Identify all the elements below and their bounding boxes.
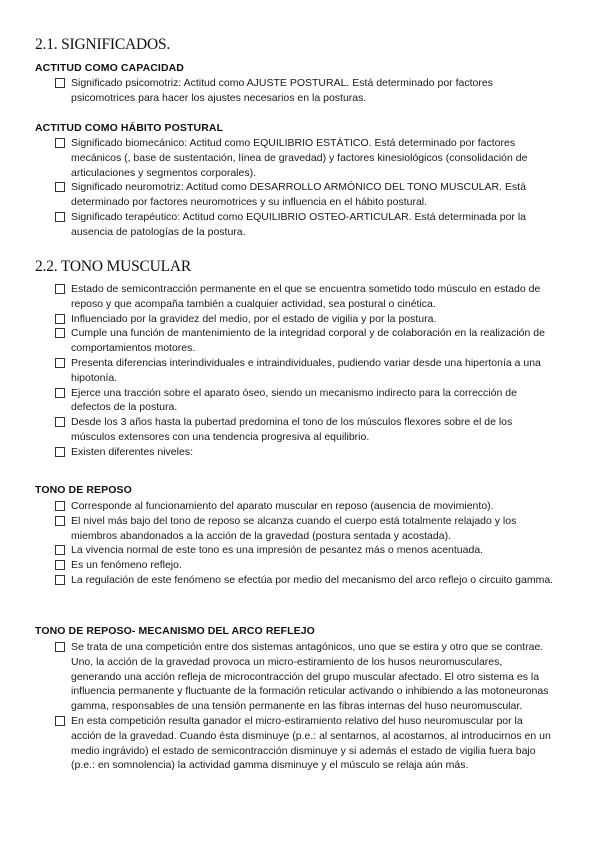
- checkbox-icon: [55, 388, 65, 398]
- list-item: Desde los 3 años hasta la pubertad predomina el tono de los músculos flexores sobre el de los músculos extensores con una tendencia progresiva al equilibrio.: [55, 415, 555, 445]
- checkbox-icon: [55, 575, 65, 585]
- list-item: Influenciado por la gravidez del medio, por el estado de vigilia y por la postura.: [55, 312, 555, 327]
- checkbox-icon: [55, 545, 65, 555]
- list-actitud-habito: [55, 136, 555, 240]
- subheading-arco-reflejo: TONO DE REPOSO- MECANISMO DEL ARCO REFLEJO: [35, 625, 315, 637]
- list-item: Es un fenómeno reflejo.: [55, 558, 555, 573]
- list-item: Presenta diferencias interindividuales e intraindividuales, pudiendo variar desde una hipertonía a una hipotonía.: [55, 356, 555, 386]
- list-item: La vivencia normal de este tono es una impresión de pesantez más o menos acentuada.: [55, 543, 555, 558]
- list-item: Corresponde al funcionamiento del aparato muscular en reposo (ausencia de movimiento).: [55, 499, 555, 514]
- checkbox-icon: [55, 417, 65, 427]
- checkbox-icon: [55, 78, 65, 88]
- list-item: Se trata de una competición entre dos sistemas antagónicos, uno que se estira y otro que se contrae. Uno, la acción de la gravedad provoca un micro-estiramiento de los husos neuromusculares, generando una acción refleja de microcontracción del grupo muscular afectado. El otro sistema es la influencia permanente y fluctuante de la formación reticular activando o inhibiendo a las motoneuronas gamma, responsables de una tensión permanente en las fibras internas del huso neuromuscular.: [55, 640, 555, 714]
- list-item: Significado psicomotriz: Actitud como AJUSTE POSTURAL. Está determinado por factores psicomotrices para hacer los ajustes necesarios en la posturas.: [55, 76, 555, 106]
- list-item: En esta competición resulta ganador el micro-estiramiento relativo del huso neuromuscular por la acción de la gravedad. Cuando ésta disminuye (p.e.: al sentarnos, al acostarnos, al introducirnos en un medio ingrávido) el estado de semicontracción disminuye y si además el estado de vigilia fuera bajo (p.e.: en somnolencia) la actividad gamma disminuye y el músculo se relaja aún más.: [55, 714, 555, 773]
- checkbox-icon: [55, 716, 65, 726]
- checkbox-icon: [55, 212, 65, 222]
- list-item: Significado biomecánico: Actitud como EQUILIBRIO ESTÁTICO. Está determinado por factores mecánicos (, base de sustentación, línea de gravedad) y factores kinesiológicos (consolidación de articulaciones y segmentos corporales).: [55, 136, 555, 180]
- checkbox-icon: [55, 138, 65, 148]
- list-actitud-capacidad: [55, 76, 555, 106]
- subheading-actitud-habito: ACTITUD COMO HÁBITO POSTURAL: [35, 122, 224, 134]
- subheading-actitud-capacidad: ACTITUD COMO CAPACIDAD: [35, 62, 184, 74]
- checkbox-icon: [55, 642, 65, 652]
- list-item: Cumple una función de mantenimiento de la integridad corporal y de colaboración en la realización de comportamientos motores.: [55, 326, 555, 356]
- subheading-tono-reposo: TONO DE REPOSO: [35, 484, 132, 496]
- checkbox-icon: [55, 328, 65, 338]
- checkbox-icon: [55, 501, 65, 511]
- checkbox-icon: [55, 516, 65, 526]
- list-arco-reflejo: [55, 640, 555, 773]
- section-title-significados: 2.1. SIGNIFICADOS.: [35, 36, 171, 53]
- checkbox-icon: [55, 314, 65, 324]
- checkbox-icon: [55, 560, 65, 570]
- list-tono-muscular: [55, 282, 555, 460]
- section-title-tono-muscular: 2.2. TONO MUSCULAR: [35, 258, 192, 275]
- list-item: La regulación de este fenómeno se efectúa por medio del mecanismo del arco reflejo o circuito gamma.: [55, 573, 555, 588]
- list-item: El nivel más bajo del tono de reposo se alcanza cuando el cuerpo está totalmente relajado y los miembros abandonados a la acción de la gravedad (postura sentada y acostada).: [55, 514, 555, 544]
- list-item: Estado de semicontracción permanente en el que se encuentra sometido todo músculo en estado de reposo y que acompaña también a cualquier actividad, sea postural o cinética.: [55, 282, 555, 312]
- list-item: Existen diferentes niveles:: [55, 445, 555, 460]
- list-item: Ejerce una tracción sobre el aparato óseo, siendo un mecanismo indirecto para la corrección de defectos de la postura.: [55, 386, 555, 416]
- checkbox-icon: [55, 447, 65, 457]
- list-tono-reposo: [55, 499, 555, 588]
- list-item: Significado terapéutico: Actitud como EQUILIBRIO OSTEO-ARTICULAR. Está determinada por la ausencia de patologías de la postura.: [55, 210, 555, 240]
- checkbox-icon: [55, 182, 65, 192]
- checkbox-icon: [55, 358, 65, 368]
- list-item: Significado neuromotriz: Actitud como DESARROLLO ARMÓNICO DEL TONO MUSCULAR. Está determinado por factores neuromotrices y su influencia en el hábito postural.: [55, 180, 555, 210]
- checkbox-icon: [55, 284, 65, 294]
